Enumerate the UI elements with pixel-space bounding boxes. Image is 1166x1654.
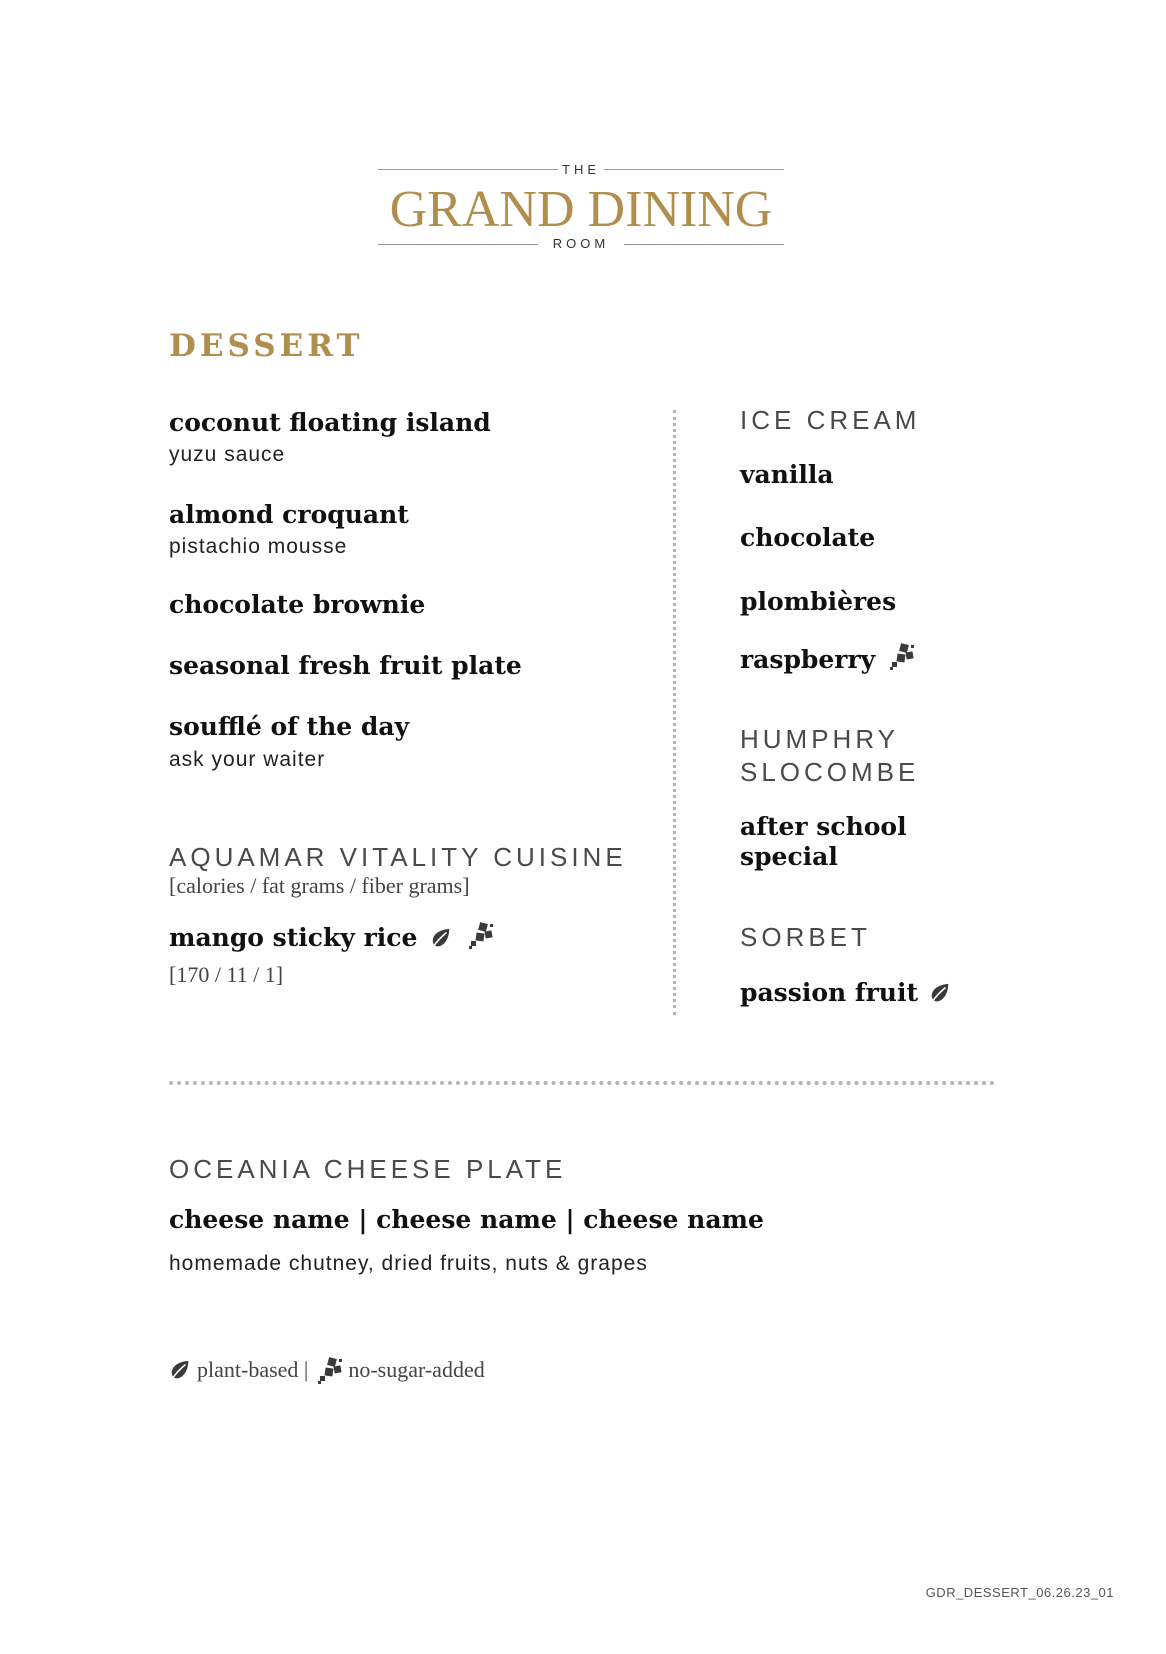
menu-code: GDR_DESSERT_06.26.23_01 [925, 1585, 1114, 1600]
dessert-item-name: seasonal fresh fruit plate [169, 651, 522, 680]
sorbet-heading: SORBET [740, 922, 871, 952]
ice-cream-item: vanilla [740, 460, 834, 489]
aquamar-heading: AQUAMAR VITALITY CUISINE [169, 842, 627, 872]
leaf-icon [430, 927, 452, 949]
dessert-item-name: soufflé of the day [169, 712, 410, 741]
dessert-item-name: coconut floating island [169, 408, 491, 437]
cheese-names: cheese name | cheese name | cheese name [169, 1205, 764, 1234]
dessert-item-desc: ask your waiter [169, 748, 326, 771]
column-divider [673, 410, 676, 1015]
sorbet-item-name: passion fruit [740, 978, 919, 1007]
section-divider [169, 1081, 995, 1085]
ice-cream-item: plombières [740, 587, 897, 616]
dessert-item-desc: pistachio mousse [169, 535, 348, 558]
ice-cream-item-name: raspberry [740, 645, 876, 674]
aquamar-item [169, 923, 495, 953]
sugar-cubes-icon [467, 921, 495, 949]
humphry-heading-line2: SLOCOMBE [740, 757, 920, 787]
aquamar-nutrition: [170 / 11 / 1] [169, 962, 284, 987]
aquamar-item-name: mango sticky rice [169, 923, 418, 952]
ice-cream-heading: ICE CREAM [740, 405, 921, 435]
dessert-item-name: almond croquant [169, 500, 409, 529]
logo-main-text: GRAND DINING [389, 181, 773, 238]
leaf-icon [929, 982, 951, 1004]
section-title: DESSERT [169, 328, 364, 364]
cheese-heading: OCEANIA CHEESE PLATE [169, 1154, 567, 1184]
leaf-icon [169, 1359, 191, 1381]
ice-cream-item: chocolate [740, 523, 876, 552]
legend [169, 1356, 485, 1384]
humphry-item-line1: after school [740, 812, 907, 841]
logo-room: ROOM [552, 236, 610, 251]
ice-cream-item-raspberry [740, 645, 916, 675]
dessert-item-desc: yuzu sauce [169, 443, 286, 466]
aquamar-subtitle: [calories / fat grams / fiber grams] [169, 873, 470, 898]
humphry-item-line2: special [740, 842, 838, 871]
humphry-heading-line1: HUMPHRY [740, 724, 899, 754]
dessert-item-name: chocolate brownie [169, 590, 426, 619]
restaurant-logo [378, 158, 784, 254]
cheese-desc: homemade chutney, dried fruits, nuts & grapes [169, 1252, 648, 1275]
legend-no-sugar: no-sugar-added [348, 1357, 485, 1382]
sorbet-item [740, 978, 951, 1008]
logo-the: THE [562, 162, 600, 177]
sugar-cubes-icon [888, 642, 916, 670]
sugar-cubes-icon [316, 1356, 344, 1384]
legend-plant-based: plant-based | [197, 1357, 309, 1382]
